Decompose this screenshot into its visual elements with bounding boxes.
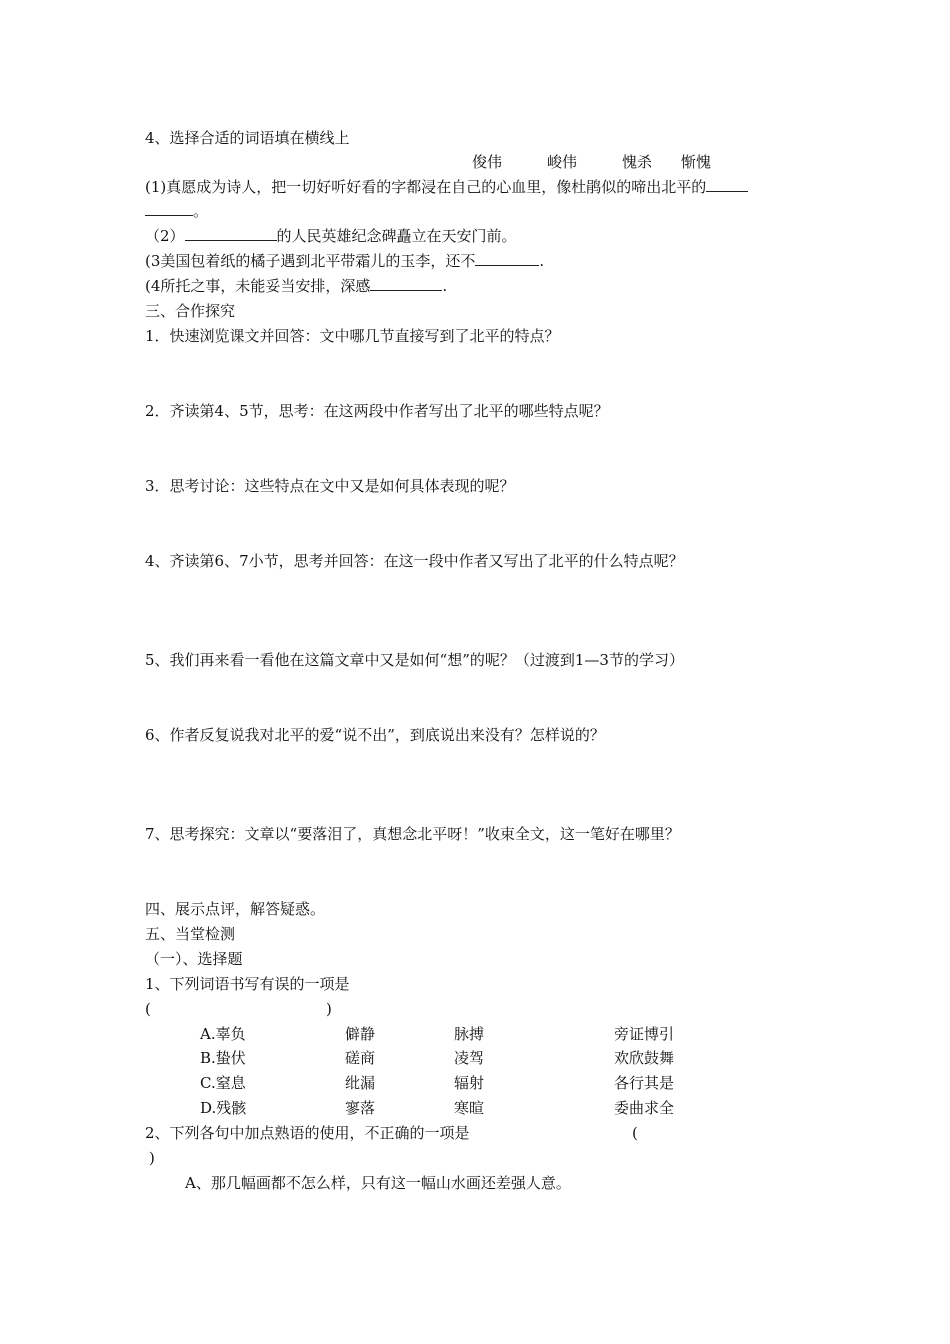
- q4-option-3: 愧杀: [622, 153, 653, 171]
- q4-item2-post: 的人民英雄纪念碑矗立在天安门前。: [276, 227, 517, 245]
- q1-option-c: C.窒息: [200, 1074, 246, 1092]
- q4-item1-cont: [145, 201, 208, 221]
- q1-option-d-word3: 寒暄: [454, 1099, 485, 1117]
- q1-option-a-word3: 脉搏: [454, 1025, 485, 1043]
- section5-subtitle: （一）、选择题: [145, 950, 243, 968]
- q1-option-a-word4: 旁证博引: [614, 1025, 675, 1043]
- q4-item4-pre: (4所托之事，未能妥当安排，深感: [145, 277, 371, 295]
- q1-option-c-word2: 纰漏: [345, 1074, 376, 1092]
- section4-title: 四、展示点评，解答疑惑。: [145, 900, 326, 918]
- section3-question-1: 1．快速浏览课文并回答：文中哪几节直接写到了北平的特点？: [145, 327, 560, 345]
- answer-blank[interactable]: [185, 226, 277, 241]
- q4-option-2: 峻伟: [547, 153, 578, 171]
- q1-option-c-word3: 辐射: [454, 1074, 485, 1092]
- q1-option-c-word4: 各行其是: [614, 1074, 675, 1092]
- section3-question-4: 4、齐读第6、7小节，思考并回答：在这一段中作者又写出了北平的什么特点呢？: [145, 552, 684, 570]
- section5-q1-paren-open: (: [145, 1000, 151, 1018]
- q4-item1-end: 。: [193, 202, 209, 220]
- q1-option-b-word2: 磋商: [345, 1049, 376, 1067]
- section5-q2-paren-open: (: [632, 1124, 638, 1142]
- section5-q2-option-a: A、那几幅画都不怎么样，只有这一幅山水画还差强人意。: [185, 1174, 571, 1192]
- answer-blank[interactable]: [145, 201, 193, 216]
- q4-item1-text: (1)真愿成为诗人，把一切好听好看的字都浸在自己的心血里，像杜鹃似的啼出北平的: [145, 178, 707, 196]
- q4-item3-post: .: [539, 252, 545, 270]
- q1-option-a-word2: 僻静: [345, 1025, 376, 1043]
- section5-q1-text: 1、下列词语书写有误的一项是: [145, 975, 350, 993]
- q4-item3-pre: (3美国包着纸的橘子遇到北平带霜儿的玉李，还不: [145, 252, 476, 270]
- answer-blank[interactable]: [475, 251, 539, 266]
- q4-title: 4、选择合适的词语填在横线上: [145, 129, 350, 147]
- q1-option-d: D.残骸: [200, 1099, 247, 1117]
- answer-blank[interactable]: [706, 177, 748, 192]
- q4-item3: [145, 251, 544, 271]
- q4-item4: [145, 276, 447, 296]
- section3-question-5: 5、我们再来看一看他在这篇文章中又是如何“想”的呢？（过渡到1—3节的学习）: [145, 651, 684, 669]
- q1-option-a: A.辜负: [200, 1025, 246, 1043]
- q4-option-1: 俊伟: [472, 153, 503, 171]
- section5-q2-text: 2、下列各句中加点熟语的使用，不正确的一项是: [145, 1124, 470, 1142]
- q1-option-d-word2: 寥落: [345, 1099, 376, 1117]
- q1-option-b: B.蛰伏: [200, 1049, 246, 1067]
- section3-question-6: 6、作者反复说我对北平的爱“说不出”，到底说出来没有？怎样说的？: [145, 726, 605, 744]
- section3-title: 三、合作探究: [145, 302, 236, 320]
- section3-question-7: 7、思考探究：文章以“要落泪了，真想念北平呀！”收束全文，这一笔好在哪里？: [145, 825, 680, 843]
- q4-option-4: 惭愧: [681, 153, 712, 171]
- q4-item2-pre: （2）: [145, 227, 185, 245]
- q4-item4-post: .: [442, 277, 448, 295]
- answer-blank[interactable]: [370, 276, 442, 291]
- q1-option-b-word4: 欢欣鼓舞: [614, 1049, 675, 1067]
- section3-question-3: 3．思考讨论：这些特点在文中又是如何具体表现的呢？: [145, 477, 515, 495]
- section5-q2-paren-close: ): [149, 1149, 155, 1167]
- q4-item2: [145, 226, 517, 246]
- section5-title: 五、当堂检测: [145, 925, 236, 943]
- q1-option-d-word4: 委曲求全: [614, 1099, 675, 1117]
- q1-option-b-word3: 凌驾: [454, 1049, 485, 1067]
- q4-item1: [145, 177, 748, 197]
- section5-q1-paren-close: ): [326, 1000, 332, 1018]
- section3-question-2: 2．齐读第4、5节，思考：在这两段中作者写出了北平的哪些特点呢？: [145, 402, 609, 420]
